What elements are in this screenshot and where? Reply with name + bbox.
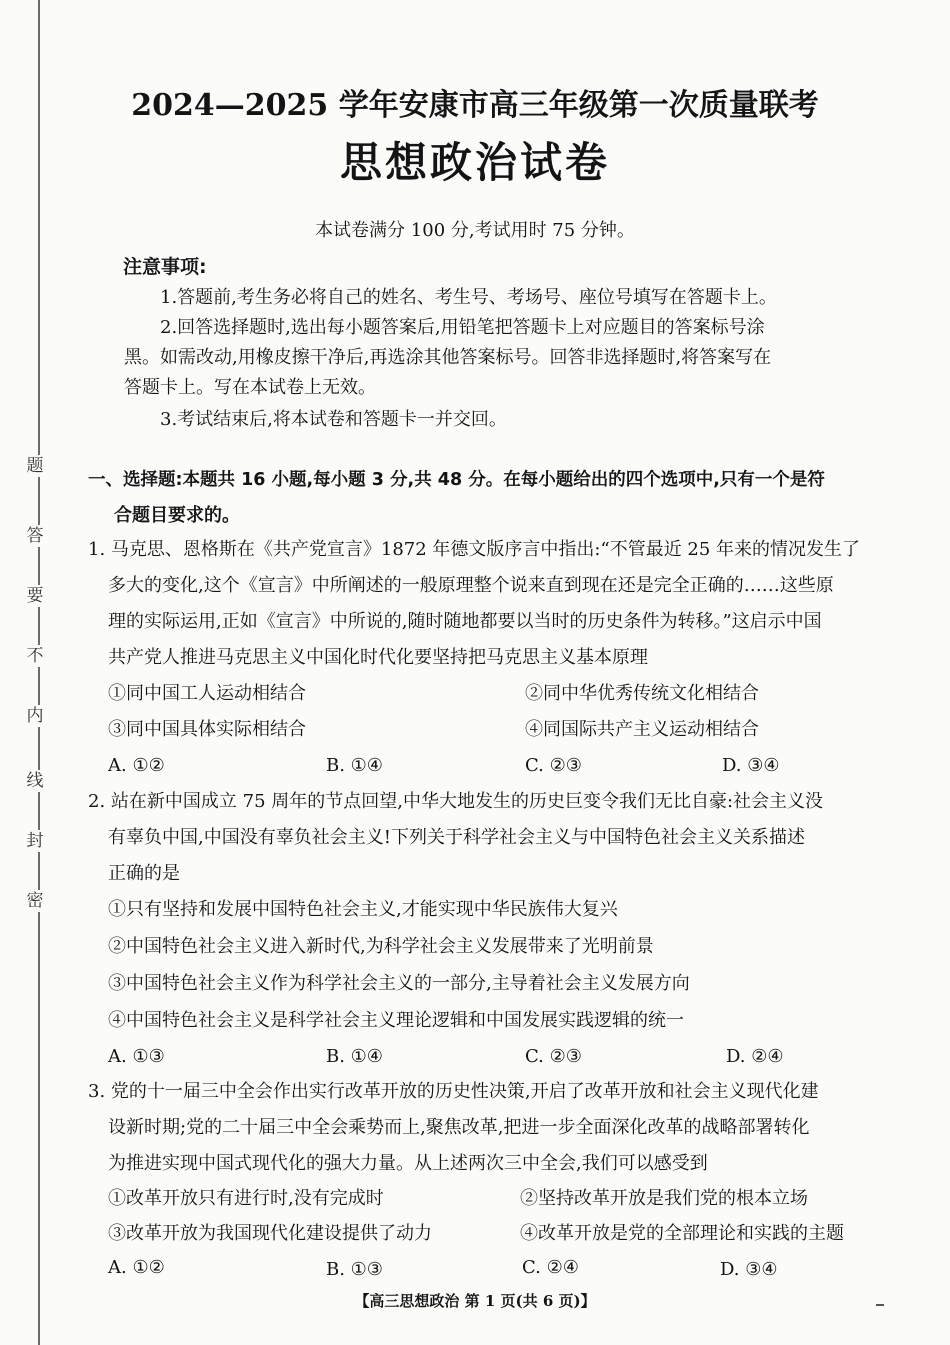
question-3-choice-d: D. ③④ <box>720 1259 778 1280</box>
question-1-choice-b: B. ①④ <box>326 755 383 776</box>
question-2-choice-d: D. ②④ <box>726 1046 784 1067</box>
question-2-item: ③中国特色社会主义作为科学社会主义的一部分,主导着社会主义发展方向 <box>108 973 690 994</box>
question-1-text: 多大的变化,这个《宣言》中所阐述的一般原理整个说来直到现在还是完全正确的……这些原 <box>108 575 834 596</box>
notice-line: 2.回答选择题时,选出每小题答案后,用铅笔把答题卡上对应题目的答案标号涂 <box>160 317 765 338</box>
question-3-item: ④改革开放是党的全部理论和实践的主题 <box>520 1223 844 1244</box>
seal-char: 答 <box>18 525 52 547</box>
question-3-text: 设新时期;党的二十届三中全会乘势而上,聚焦改革,把进一步全面深化改革的战略部署转化 <box>108 1117 810 1138</box>
question-1-choice-d: D. ③④ <box>722 755 780 776</box>
question-2-text: 正确的是 <box>108 863 180 884</box>
question-2-item: ②中国特色社会主义进入新时代,为科学社会主义发展带来了光明前景 <box>108 936 654 957</box>
seal-char: 线 <box>18 770 52 792</box>
question-3-item: ②坚持改革开放是我们党的根本立场 <box>520 1188 808 1209</box>
question-3-text: 为推进实现中国式现代化的强大力量。从上述两次三中全会,我们可以感受到 <box>108 1153 708 1174</box>
question-3-text: 3. 党的十一届三中全会作出实行改革开放的历史性决策,开启了改革开放和社会主义现代化建 <box>88 1081 819 1102</box>
question-3-item: ①改革开放只有进行时,没有完成时 <box>108 1188 384 1209</box>
section-heading-cont: 合题目要求的。 <box>114 505 240 526</box>
question-1-item: ④同国际共产主义运动相结合 <box>525 719 759 740</box>
seal-char: 内 <box>18 705 52 727</box>
exam-info: 本试卷满分 100 分,考试用时 75 分钟。 <box>315 220 635 241</box>
notice-line: 黑。如需改动,用橡皮擦干净后,再选涂其他答案标号。回答非选择题时,将答案写在 <box>124 347 772 368</box>
scan-mark <box>876 1304 884 1306</box>
seal-char: 密 <box>18 890 52 912</box>
question-3-item: ③改革开放为我国现代化建设提供了动力 <box>108 1223 432 1244</box>
exam-title: 2024—2025 学年安康市高三年级第一次质量联考 <box>131 88 819 123</box>
subject-title: 思想政治试卷 <box>339 138 610 187</box>
seal-char: 题 <box>18 455 52 477</box>
question-3-choice-a: A. ①② <box>108 1257 165 1278</box>
seal-char: 不 <box>18 645 52 667</box>
question-1-text: 共产党人推进马克思主义中国化时代化要坚持把马克思主义基本原理 <box>108 647 648 668</box>
question-1-text: 1. 马克思、恩格斯在《共产党宣言》1872 年德文版序言中指出:“不管最近 25 年来的情况发生了 <box>88 539 861 560</box>
question-3-choice-b: B. ①③ <box>326 1259 383 1280</box>
question-2-item: ④中国特色社会主义是科学社会主义理论逻辑和中国发展实践逻辑的统一 <box>108 1010 684 1031</box>
binding-margin-line <box>38 0 40 1345</box>
question-1-item: ①同中国工人运动相结合 <box>108 683 306 704</box>
question-1-choice-a: A. ①② <box>108 755 165 776</box>
question-2-choice-b: B. ①④ <box>326 1046 383 1067</box>
notice-line: 1.答题前,考生务必将自己的姓名、考生号、考场号、座位号填写在答题卡上。 <box>160 287 777 308</box>
section-heading: 一、选择题:本题共 16 小题,每小题 3 分,共 48 分。在每小题给出的四个选项中,只有一个是符 <box>88 470 825 490</box>
question-2-item: ①只有坚持和发展中国特色社会主义,才能实现中华民族伟大复兴 <box>108 899 618 920</box>
question-2-choice-a: A. ①③ <box>108 1046 165 1067</box>
seal-char: 要 <box>18 585 52 607</box>
notice-heading: 注意事项: <box>123 256 207 278</box>
question-1-item: ②同中华优秀传统文化相结合 <box>525 683 759 704</box>
question-2-text: 有辜负中国,中国没有辜负社会主义!下列关于科学社会主义与中国特色社会主义关系描述 <box>108 827 805 848</box>
question-2-text: 2. 站在新中国成立 75 周年的节点回望,中华大地发生的历史巨变令我们无比自豪:社会主义没 <box>88 791 824 812</box>
question-3-choice-c: C. ②④ <box>522 1257 579 1278</box>
notice-line: 答题卡上。写在本试卷上无效。 <box>124 377 376 398</box>
page-footer: 【高三思想政治 第 1 页(共 6 页)】 <box>354 1292 596 1310</box>
question-1-choice-c: C. ②③ <box>525 755 582 776</box>
question-1-item: ③同中国具体实际相结合 <box>108 719 306 740</box>
question-1-text: 理的实际运用,正如《宣言》中所说的,随时随地都要以当时的历史条件为转移。”这启示中国 <box>108 611 822 632</box>
notice-line: 3.考试结束后,将本试卷和答题卡一并交回。 <box>160 409 507 430</box>
seal-char: 封 <box>18 830 52 852</box>
question-2-choice-c: C. ②③ <box>525 1046 582 1067</box>
